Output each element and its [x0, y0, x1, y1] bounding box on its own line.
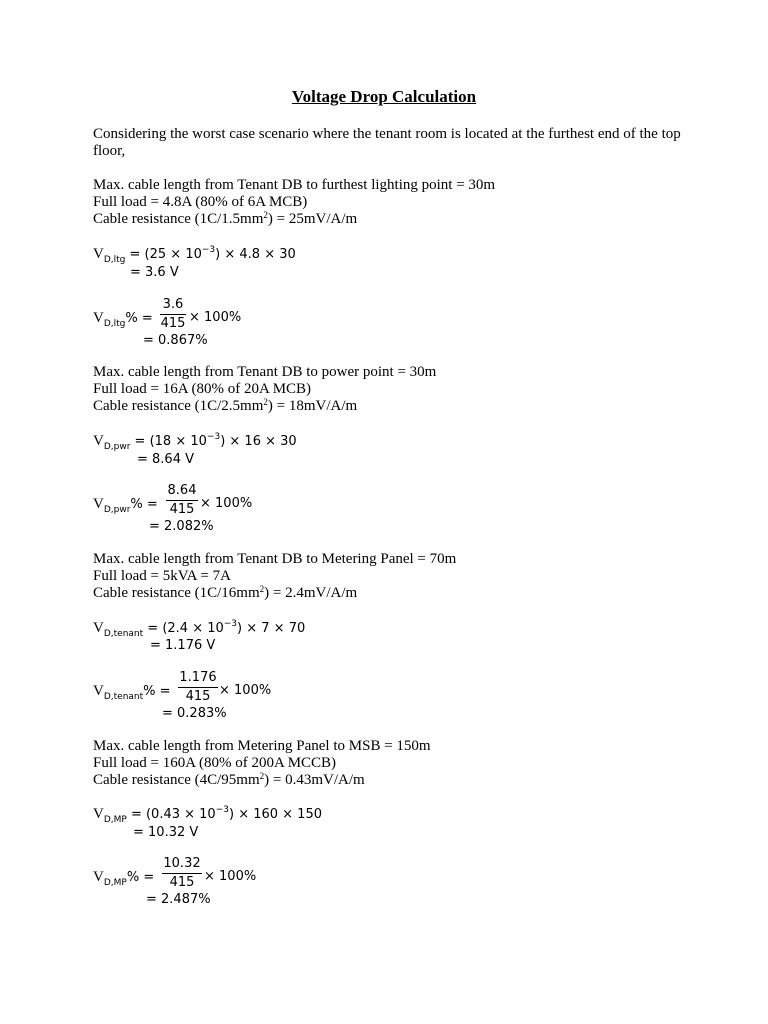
mp-times-100: × 100%	[204, 869, 257, 884]
power-load-line: Full load = 16A (80% of 20A MCB)	[93, 381, 312, 397]
tenant-times-100: × 100%	[219, 683, 272, 698]
power-percent-result: = 2.082%	[149, 519, 214, 534]
lighting-percent-result: = 0.867%	[143, 333, 208, 348]
power-voltage-result: = 8.64 V	[137, 452, 194, 467]
mp-load-line: Full load = 160A (80% of 200A MCCB)	[93, 755, 337, 771]
power-resistance-line: Cable resistance $(1C/2.5mm^2) = 18mV/A/m$	[93, 397, 358, 414]
lighting-length-line: Max. cable length from Tenant DB to furthest lighting point = 30m	[93, 177, 496, 193]
mp-voltage-result: = 10.32 V	[133, 825, 199, 840]
power-fraction: 8.64 415	[167, 483, 197, 517]
intro-paragraph: Considering the worst case scenario where the tenant room is located at the furthest end of the top floor,	[93, 126, 681, 159]
mp-voltage-equation: $V_{D,MP} = (0.43 \times 10^{-3}) \times 160 \times 150$	[93, 805, 322, 825]
tenant-fraction: 1.176 415	[179, 670, 217, 704]
power-length-line: Max. cable length from Tenant DB to power point = 30m	[93, 364, 437, 380]
lighting-fraction: 3.6 415	[160, 297, 186, 331]
lighting-percent-label: $V_{D,ltg}\%$ =	[93, 310, 153, 329]
page-title: Voltage Drop Calculation	[291, 87, 477, 106]
power-percent-label: $V_{D,pwr}\%$ =	[93, 496, 158, 515]
tenant-percent-result: = 0.283%	[162, 706, 227, 721]
lighting-load-line: Full load = 4.8A (80% of 6A MCB)	[93, 194, 308, 210]
mp-length-line: Max. cable length from Metering Panel to MSB = 150m	[93, 738, 431, 754]
lighting-voltage-result: = 3.6 V	[130, 265, 179, 280]
tenant-percent-label: $V_{D,tenant}\%$ =	[93, 683, 171, 702]
lighting-resistance-line: Cable resistance $(1C/1.5mm^2) = 25mV/A/m$	[93, 210, 358, 227]
power-voltage-equation: $V_{D,pwr} = (18 \times 10^{-3}) \times 16 \times 30$	[93, 432, 297, 452]
tenant-voltage-result: = 1.176 V	[150, 638, 216, 653]
mp-resistance-line: Cable resistance $(4C/95mm^2) = 0.43mV/A/m$	[93, 771, 365, 788]
lighting-times-100: × 100%	[189, 310, 242, 325]
mp-fraction: 10.32 415	[163, 856, 201, 890]
mp-percent-result: = 2.487%	[146, 892, 211, 907]
tenant-load-line: Full load = 5kVA = 7A	[93, 568, 231, 584]
tenant-voltage-equation: $V_{D,tenant} = (2.4 \times 10^{-3}) \times 7 \times 70$	[93, 619, 306, 639]
lighting-voltage-equation: $V_{D,ltg} = (25 \times 10^{-3}) \times 4.8 \times 30$	[93, 245, 296, 265]
tenant-length-line: Max. cable length from Tenant DB to Metering Panel = 70m	[93, 551, 457, 567]
tenant-resistance-line: Cable resistance $(1C/16mm^2) = 2.4mV/A/m$	[93, 584, 358, 601]
power-times-100: × 100%	[200, 496, 253, 511]
mp-percent-label: $V_{D,MP}\%$ =	[93, 869, 155, 888]
